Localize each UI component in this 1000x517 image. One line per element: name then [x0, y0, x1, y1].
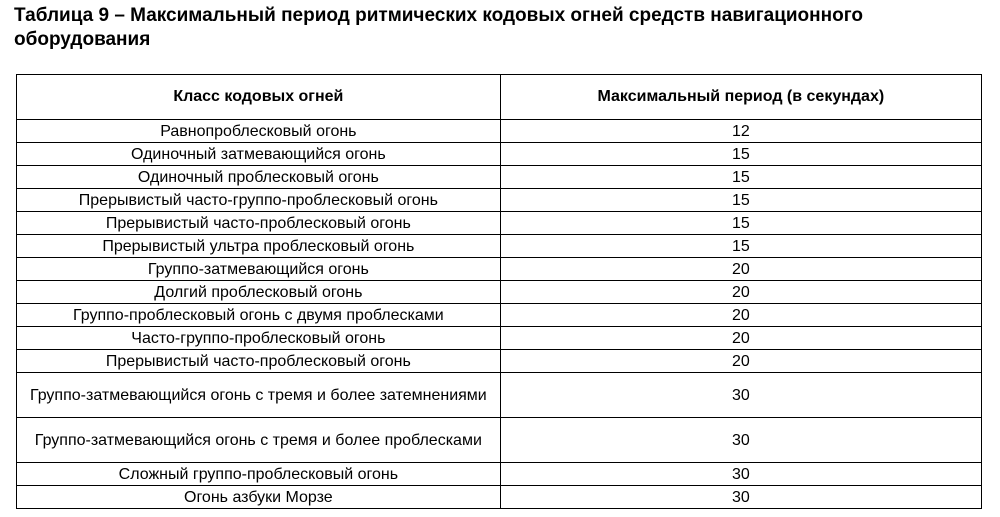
table-row: [17, 463, 982, 486]
table-row: [17, 327, 982, 350]
table-row: [17, 281, 982, 304]
period-cell: 30: [500, 373, 981, 418]
light-class-cell: Равнопроблесковый огонь: [17, 120, 501, 143]
table-header-row: [17, 75, 982, 120]
light-class-cell: Часто-группо-проблесковый огонь: [17, 327, 501, 350]
table-row: [17, 304, 982, 327]
table-row: [17, 373, 982, 418]
table-row: [17, 120, 982, 143]
light-class-cell: Сложный группо-проблесковый огонь: [17, 463, 501, 486]
table-row: [17, 350, 982, 373]
period-cell: 15: [500, 235, 981, 258]
light-class-cell: Группо-проблесковый огонь с двумя проблесками: [17, 304, 501, 327]
period-cell: 20: [500, 304, 981, 327]
period-cell: 20: [500, 281, 981, 304]
period-cell: 30: [500, 463, 981, 486]
period-cell: 30: [500, 418, 981, 463]
period-cell: 20: [500, 258, 981, 281]
header-max-period: Максимальный период (в секундах): [500, 75, 981, 120]
period-cell: 12: [500, 120, 981, 143]
light-class-cell: Прерывистый часто-проблесковый огонь: [17, 212, 501, 235]
light-class-cell: Группо-затмевающийся огонь с тремя и более затемнениями: [17, 373, 501, 418]
table-row: [17, 143, 982, 166]
period-cell: 15: [500, 189, 981, 212]
light-class-cell: Группо-затмевающийся огонь с тремя и более проблесками: [17, 418, 501, 463]
light-class-cell: Группо-затмевающийся огонь: [17, 258, 501, 281]
light-class-cell: Прерывистый часто-группо-проблесковый огонь: [17, 189, 501, 212]
period-cell: 20: [500, 327, 981, 350]
light-class-cell: Прерывистый часто-проблесковый огонь: [17, 350, 501, 373]
period-cell: 15: [500, 166, 981, 189]
table-row: [17, 235, 982, 258]
light-class-cell: Долгий проблесковый огонь: [17, 281, 501, 304]
period-cell: 20: [500, 350, 981, 373]
table-row: [17, 418, 982, 463]
light-class-cell: Одиночный затмевающийся огонь: [17, 143, 501, 166]
light-class-cell: Огонь азбуки Морзе: [17, 486, 501, 509]
table-row: [17, 486, 982, 509]
light-class-cell: Прерывистый ультра проблесковый огонь: [17, 235, 501, 258]
max-period-table: [16, 74, 982, 509]
header-light-class: Класс кодовых огней: [17, 75, 501, 120]
period-cell: 30: [500, 486, 981, 509]
table-row: [17, 166, 982, 189]
table-row: [17, 258, 982, 281]
table-row: [17, 189, 982, 212]
period-cell: 15: [500, 212, 981, 235]
table-title: Таблица 9 – Максимальный период ритмических кодовых огней средств навигационного оборудования: [14, 5, 863, 50]
table-row: [17, 212, 982, 235]
light-class-cell: Одиночный проблесковый огонь: [17, 166, 501, 189]
period-cell: 15: [500, 143, 981, 166]
